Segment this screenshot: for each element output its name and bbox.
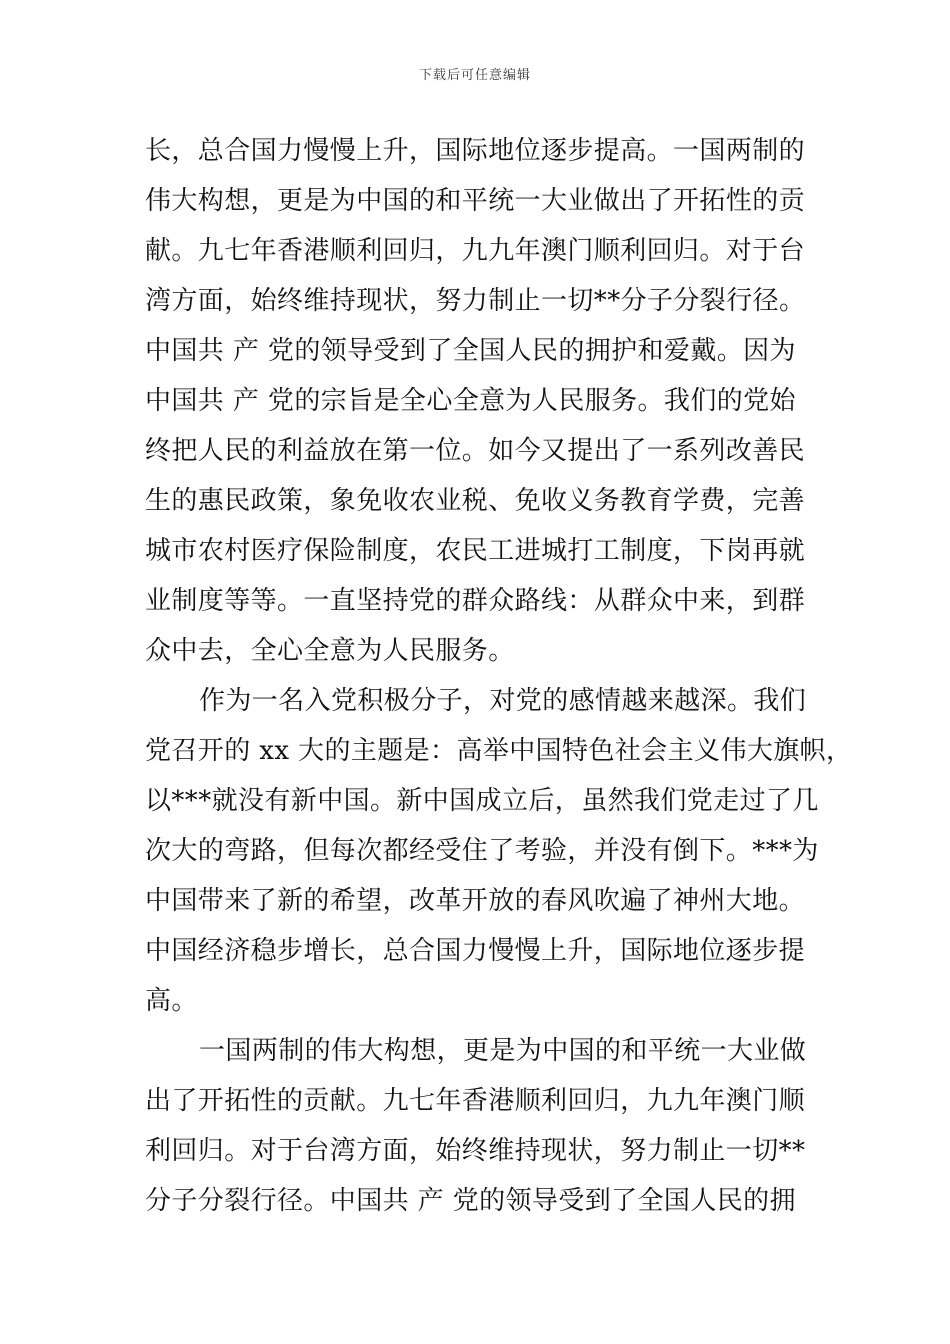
text-line: 高。 [145, 986, 198, 1016]
text-line: 中国共 产 党的领导受到了全国人民的拥护和爱戴。因为 [145, 336, 796, 366]
text-line: 业制度等等。一直坚持党的群众路线：从群众中来，到群 [145, 586, 806, 616]
text-line: 次大的弯路，但每次都经受住了考验，并没有倒下。***为 [145, 836, 819, 866]
text-line: 献。九七年香港顺利回归，九九年澳门顺利回归。对于台 [145, 236, 806, 266]
text-line: 中国共 产 党的宗旨是全心全意为人民服务。我们的党始 [145, 386, 796, 416]
text-line: 中国带来了新的希望，改革开放的春风吹遍了神州大地。 [145, 886, 806, 916]
text-line: 出了开拓性的贡献。九七年香港顺利回归，九九年澳门顺 [145, 1086, 806, 1116]
text-line: 众中去，全心全意为人民服务。 [145, 636, 515, 666]
text-line: 分子分裂行径。中国共 产 党的领导受到了全国人民的拥 [145, 1186, 796, 1216]
text-line: 终把人民的利益放在第一位。如今又提出了一系列改善民 [145, 436, 806, 466]
text-line: 党召开的 xx 大的主题是：高举中国特色社会主义伟大旗帜， [145, 736, 853, 766]
text-line: 以***就没有新中国。新中国成立后，虽然我们党走过了几 [145, 786, 819, 816]
text-line: 长，总合国力慢慢上升，国际地位逐步提高。一国两制的 [145, 136, 806, 166]
text-line: 利回归。对于台湾方面，始终维持现状，努力制止一切** [145, 1136, 806, 1166]
text-line: 伟大构想，更是为中国的和平统一大业做出了开拓性的贡 [145, 186, 806, 216]
text-line: 作为一名入党积极分子，对党的感情越来越深。我们 [199, 686, 807, 716]
text-line: 生的惠民政策，象免收农业税、免收义务教育学费，完善 [145, 486, 806, 516]
text-line: 城市农村医疗保险制度，农民工进城打工制度，下岗再就 [145, 536, 806, 566]
document-body [145, 126, 853, 1226]
text-line: 湾方面，始终维持现状，努力制止一切**分子分裂行径。 [145, 286, 806, 316]
page-header: 下载后可任意编辑 [418, 68, 531, 83]
text-line: 中国经济稳步增长，总合国力慢慢上升，国际地位逐步提 [145, 936, 806, 966]
text-line: 一国两制的伟大构想，更是为中国的和平统一大业做 [199, 1036, 807, 1066]
